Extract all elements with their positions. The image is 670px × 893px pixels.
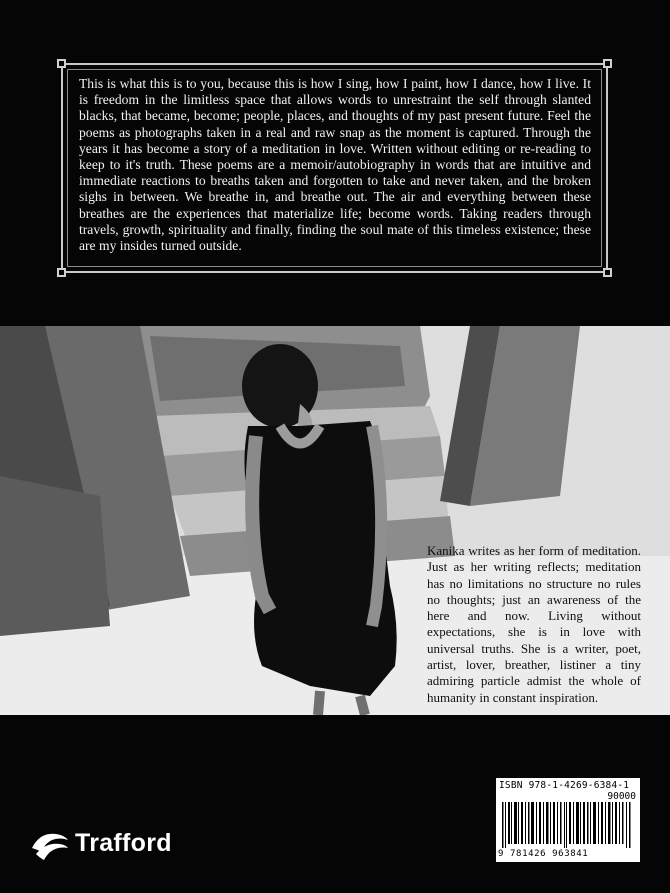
frame-corner-ornament <box>603 59 612 68</box>
frame-corner-ornament <box>57 268 66 277</box>
publisher-logo <box>30 826 200 866</box>
isbn-number: ISBN 978-1-4269-6384-1 <box>499 780 630 791</box>
trafford-wave-logo-icon <box>30 828 70 862</box>
barcode-bars-icon <box>502 802 634 848</box>
frame-corner-ornament <box>57 59 66 68</box>
barcode-digits: 9 781426 963841 <box>498 849 589 859</box>
frame-corner-ornament <box>603 268 612 277</box>
price-code: 90000 <box>607 791 636 802</box>
back-cover-blurb: This is what this is to you, because this is how I sing, how I paint, how I dance, how I live. It is freedom in the limitless space that allows words to unrestraint the self through slanted blacks, that became, become; people, places, and thoughts of my past present future. Feel the poems as photographs taken in a real and raw snap as the moment is captured. Through the years it has become a story of a meditation in love. Written without editing or re-reading to keep to it's truth. These poems are a memoir/autobiography in words that are intuitive and immediate reactions to breaths taken and forgotten to take and never taken, and the broken sighs in between. We breathe in, and breathe out. The air and everything between these breathes are the experiences that materialize life; become words. Taking readers through travels, growth, spirituality and finally, finding the soul mate of this timeless existence; these are my insides turned outside. <box>79 76 591 254</box>
publisher-name: Trafford <box>75 829 172 857</box>
isbn-barcode <box>496 778 640 862</box>
author-bio: Kanika writes as her form of meditation. Just as her writing reflects; meditation has no limitations no structure no rules no thoughts; just an awareness of the here and now. Living without expectations, she is in love with universal truths. She is a writer, poet, artist, lover, breather, listiner a tiny admiring particle admist the whole of humanity in constant inspiration. <box>427 543 641 705</box>
